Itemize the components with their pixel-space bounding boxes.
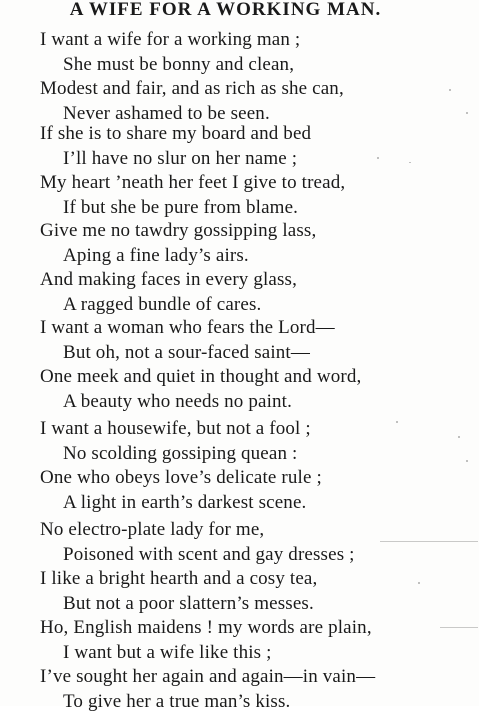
poem-line: But not a poor slattern’s messes.	[0, 592, 479, 617]
poem-line: I’ll have no slur on her name ;	[0, 147, 479, 172]
stanza-6	[0, 518, 479, 616]
poem-line: Give me no tawdry gossipping lass,	[0, 219, 479, 244]
poem-line: A beauty who needs no paint.	[0, 390, 479, 415]
scan-rule	[440, 627, 478, 628]
poem-line: My heart ’neath her feet I give to tread,	[0, 171, 479, 196]
poem-line: If but she be pure from blame.	[0, 196, 479, 221]
stanza-5	[0, 417, 479, 515]
poem-line: Aping a fine lady’s airs.	[0, 244, 479, 269]
poem-title: A WIFE FOR A WORKING MAN.	[0, 0, 479, 20]
poem-line: And making faces in every glass,	[0, 268, 479, 293]
poem-line: No electro-plate lady for me,	[0, 518, 479, 543]
stanza-4	[0, 316, 479, 414]
poem-line: But oh, not a sour-faced saint—	[0, 341, 479, 366]
poem-line: I like a bright hearth and a cosy tea,	[0, 567, 479, 592]
scan-speck	[418, 582, 420, 584]
poem-line: Ho, English maidens ! my words are plain,	[0, 616, 479, 641]
poem-line: If she is to share my board and bed	[0, 122, 479, 147]
poem-line: She must be bonny and clean,	[0, 53, 479, 78]
poem-line: A light in earth’s darkest scene.	[0, 491, 479, 516]
poem-line: Poisoned with scent and gay dresses ;	[0, 543, 479, 568]
poem-line: One who obeys love’s delicate rule ;	[0, 466, 479, 491]
scan-rule	[380, 541, 478, 542]
scan-speck	[466, 112, 468, 114]
scan-speck	[396, 421, 398, 423]
stanza-1	[0, 28, 479, 126]
poem-line: I want but a wife like this ;	[0, 641, 479, 666]
stanza-3	[0, 219, 479, 317]
poem-line: I’ve sought her again and again—in vain—	[0, 665, 479, 690]
poem-line: I want a housewife, but not a fool ;	[0, 417, 479, 442]
poem-line: I want a wife for a working man ;	[0, 28, 479, 53]
poem-line: A ragged bundle of cares.	[0, 293, 479, 318]
scan-speck	[449, 89, 451, 91]
scan-speck	[458, 436, 460, 438]
poem-line: Modest and fair, and as rich as she can,	[0, 77, 479, 102]
scan-speck	[409, 162, 411, 163]
stanza-7	[0, 616, 479, 714]
stanza-2	[0, 122, 479, 220]
poem-line: Never ashamed to be seen.	[0, 102, 479, 127]
poem-line: I want a woman who fears the Lord—	[0, 316, 479, 341]
poem-line: No scolding gossiping quean :	[0, 442, 479, 467]
poem-line: To give her a true man’s kiss.	[0, 690, 479, 714]
poem-line: One meek and quiet in thought and word,	[0, 365, 479, 390]
scan-speck	[466, 460, 468, 462]
scan-speck	[377, 157, 379, 159]
